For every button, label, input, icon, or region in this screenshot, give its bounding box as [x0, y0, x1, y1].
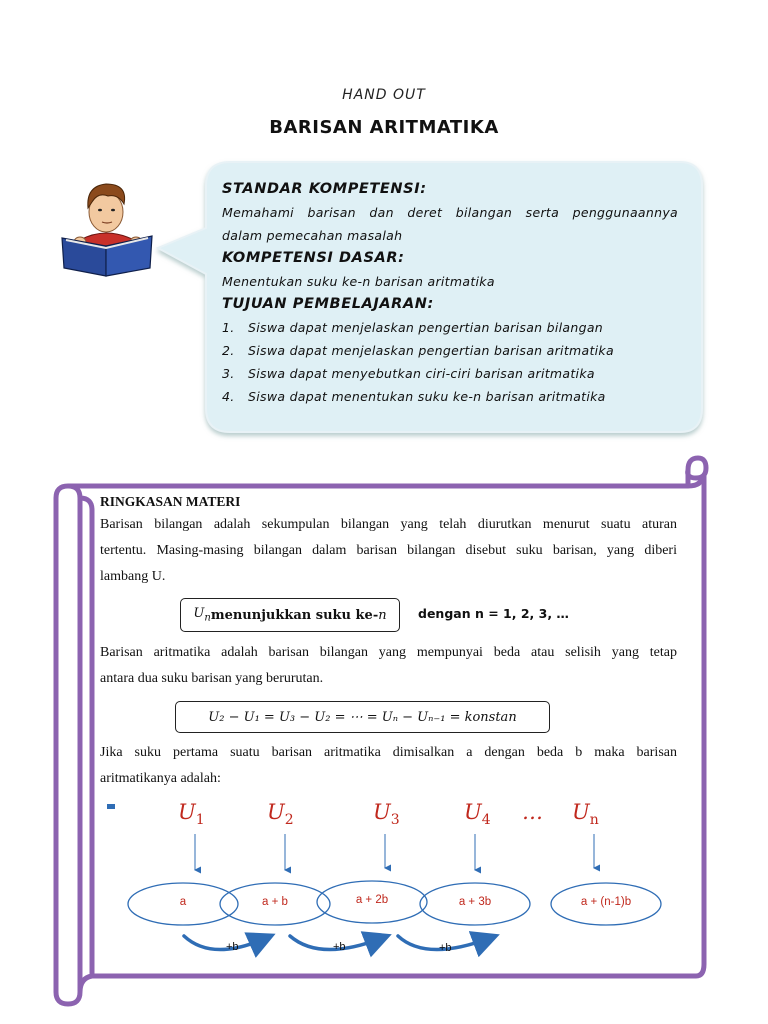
sk-heading: STANDAR KOMPETENSI:: [222, 181, 427, 197]
paragraph-line: Jika suku pertama suatu barisan aritmatika dimisalkan a dengan beda b maka barisan: [100, 745, 677, 760]
value-label: a + 2b: [355, 894, 389, 906]
diff-label: +b: [439, 942, 452, 954]
value-label: a + 3b: [458, 896, 492, 908]
summary-section-2: [100, 640, 677, 692]
kd-text: Menentukan suku ke-n barisan aritmatika: [222, 274, 495, 289]
tp-heading: TUJUAN PEMBELAJARAN:: [222, 296, 434, 312]
dengan-text: dengan n = 1, 2, 3, …: [418, 606, 569, 621]
paragraph-line: tertentu. Masing-masing bilangan dalam barisan bilangan disebut suku barisan, yang diberi: [100, 543, 677, 558]
formula-text: U₂ − U₁ = U₃ − U₂ = ⋯ = Uₙ − Uₙ₋₁ = konstan: [208, 709, 517, 725]
paragraph-line: lambang U.: [100, 569, 166, 584]
paragraph-line: Barisan aritmatika adalah barisan bilangan yang mempunyai beda atau selisih yang tetap: [100, 645, 677, 660]
diff-label: +b: [226, 941, 239, 953]
term-u4: $U_4$: [464, 800, 491, 829]
sk-line-2: dalam pemecahan masalah: [222, 228, 403, 243]
formula-box: [175, 701, 550, 733]
paragraph-line: aritmatikanya adalah:: [100, 771, 221, 786]
paragraph-line: antara dua suku barisan yang berurutan.: [100, 671, 324, 686]
value-label: a + b: [262, 896, 288, 908]
value-label: a: [179, 896, 187, 908]
curve-arrow-icon: [184, 936, 266, 950]
term-u3: $U_3$: [373, 800, 400, 829]
un-symbol: $U_n$: [193, 606, 211, 624]
term-ellipsis: …: [522, 800, 543, 824]
objective-item: 4. Siswa dapat menentukan suku ke-n barisan aritmatika: [222, 389, 606, 404]
summary-section: [100, 492, 677, 590]
reading-boy-illustration: [58, 178, 156, 278]
summary-section-3: [100, 740, 677, 792]
kd-heading: KOMPETENSI DASAR:: [222, 250, 405, 266]
value-label: a + (n-1)b: [580, 896, 632, 908]
handout-label: HAND OUT: [342, 87, 426, 103]
term-u1: $U_1$: [178, 800, 205, 829]
diff-label: +b: [333, 941, 346, 953]
term-u2: $U_2$: [267, 800, 294, 829]
paragraph-line: Barisan bilangan adalah sekumpulan bilangan yang telah diurutkan menurut suatu aturan: [100, 517, 677, 532]
term-un: $U_n$: [572, 800, 599, 829]
un-var: n: [378, 607, 387, 623]
page-title: BARISAN ARITMATIKA: [269, 117, 499, 138]
un-text: menunjukkan suku ke-: [210, 607, 379, 623]
summary-heading: RINGKASAN MATERI: [100, 494, 241, 509]
objective-item: 2. Siswa dapat menjelaskan pengertian barisan aritmatika: [222, 343, 614, 358]
bullet-icon: [107, 804, 115, 809]
un-definition-box: [180, 598, 400, 632]
sk-line-1: Memahami barisan dan deret bilangan serta penggunaannya: [222, 205, 678, 220]
objective-item: 1. Siswa dapat menjelaskan pengertian barisan bilangan: [222, 320, 604, 335]
bubble-content: [222, 178, 678, 408]
objective-item: 3. Siswa dapat menyebutkan ciri-ciri barisan aritmatika: [222, 366, 595, 381]
